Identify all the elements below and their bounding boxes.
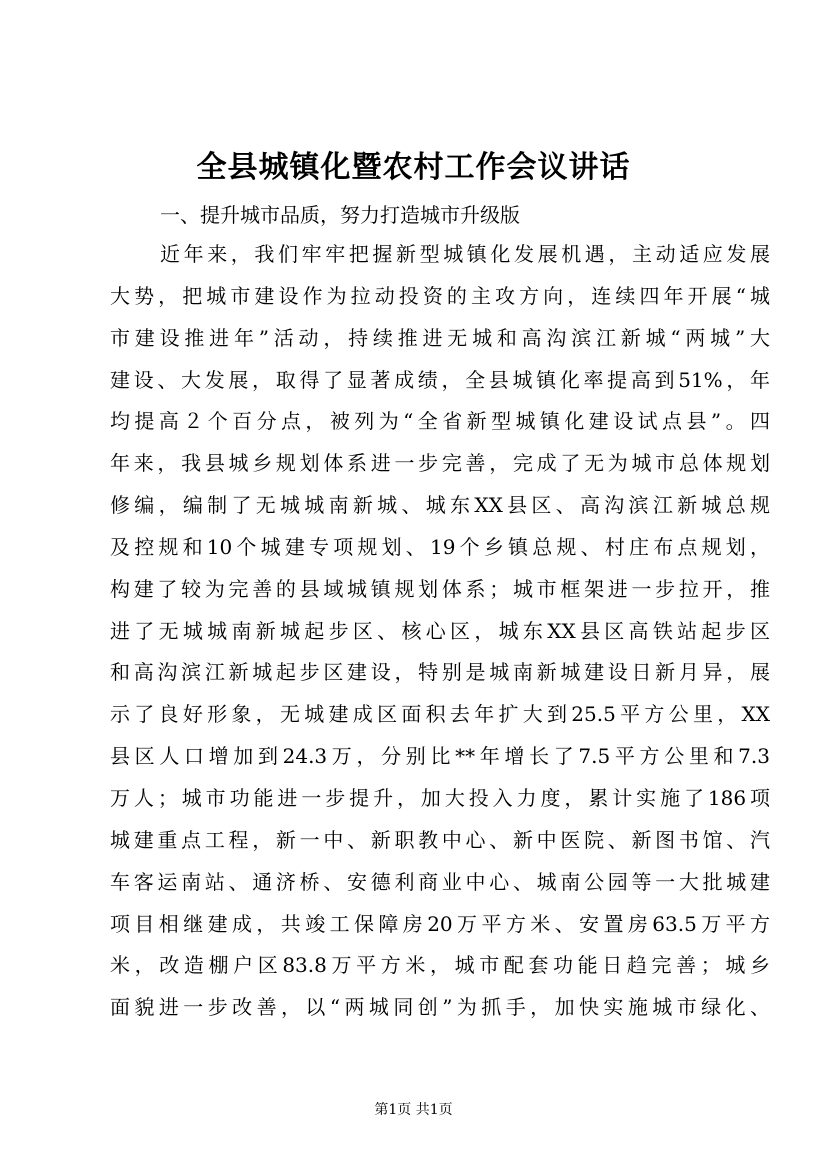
page-footer: 第1页 共1页 [374, 1102, 453, 1118]
body-line: 示了良好形象，无城建成区面积去年扩大到25.5平方公里，XX [110, 702, 770, 727]
body-line: 均提高２个百分点，被列为“全省新型城镇化建设试点县”。四 [110, 409, 770, 434]
body-line: 城建重点工程，新一中、新职教中心、新中医院、新图书馆、汽 [110, 827, 770, 852]
section-heading: 一、提升城市品质，努力打造城市升级版 [160, 203, 520, 227]
page-title: 全县城镇化暨农村工作会议讲话 [196, 150, 631, 185]
body-line: 和高沟滨江新城起步区建设，特别是城南新城建设日新月异，展 [110, 660, 770, 685]
body-line: 项目相继建成，共竣工保障房20万平方米、安置房63.5万平方 [110, 911, 770, 936]
body-line: 年来，我县城乡规划体系进一步完善，完成了无为城市总体规划 [110, 451, 770, 476]
body-line: 面貌进一步改善，以“两城同创”为抓手，加快实施城市绿化、 [110, 995, 770, 1020]
body-line: 修编，编制了无城城南新城、城东XX县区、高沟滨江新城总规 [110, 493, 770, 518]
body-line: 万人；城市功能进一步提升，加大投入力度，累计实施了186项 [110, 785, 770, 810]
body-line: 车客运南站、通济桥、安德利商业中心、城南公园等一大批城建 [110, 869, 770, 894]
body-line: 建设、大发展，取得了显著成绩，全县城镇化率提高到51%，年 [110, 367, 770, 392]
body-line: 大势，把城市建设作为拉动投资的主攻方向，连续四年开展“城 [110, 283, 770, 308]
body-line: 构建了较为完善的县域城镇规划体系；城市框架进一步拉开，推 [110, 576, 770, 601]
body-line: 近年来，我们牢牢把握新型城镇化发展机遇，主动适应发展 [160, 242, 770, 266]
body-line: 县区人口增加到24.3万，分别比**年增长了7.5平方公里和7.3 [110, 744, 770, 769]
body-line: 及控规和10个城建专项规划、19个乡镇总规、村庄布点规划， [110, 534, 770, 559]
body-line: 进了无城城南新城起步区、核心区，城东XX县区高铁站起步区 [110, 618, 770, 643]
body-line: 米，改造棚户区83.8万平方米，城市配套功能日趋完善；城乡 [110, 953, 770, 978]
body-text [110, 234, 770, 1029]
body-line: 市建设推进年”活动，持续推进无城和高沟滨江新城“两城”大 [110, 325, 770, 350]
